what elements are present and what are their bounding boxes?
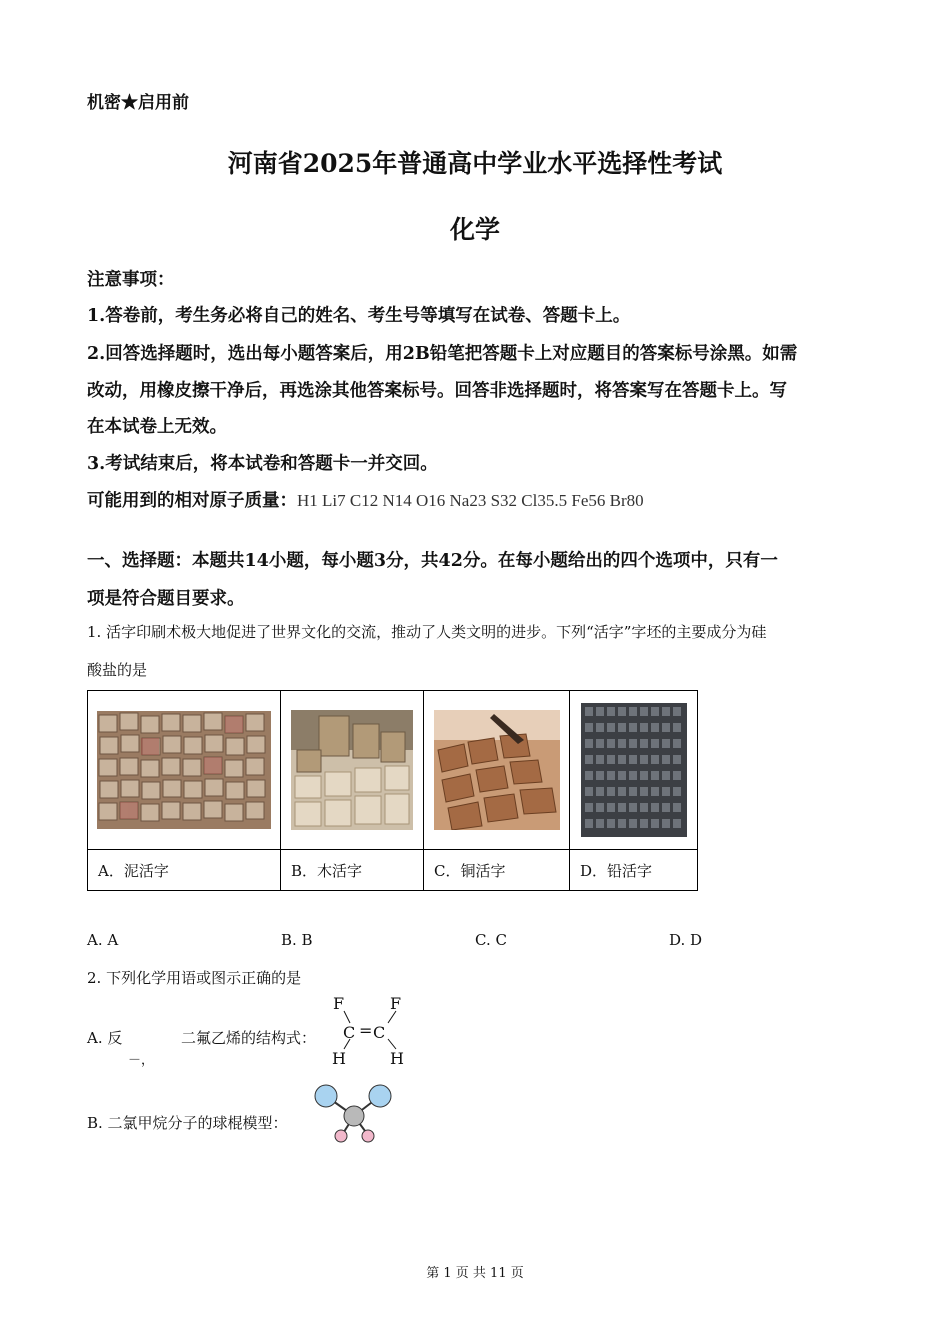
difluoroethene-structure bbox=[326, 992, 416, 1072]
dichloromethane-ball-stick-model bbox=[308, 1078, 398, 1148]
subject-title: 化学 bbox=[449, 215, 500, 244]
section-heading-line-1: 一、选择题：本题共14小题，每小题3分，共42分。在每小题给出的四个选项中，只有一 bbox=[87, 551, 778, 571]
option-a-image-cell bbox=[88, 691, 281, 850]
question-1-line-1: 1. 活字印刷术极大地促进了世界文化的交流，推动了人类文明的进步。下列“活字”字坯的主要成分为硅 bbox=[87, 623, 767, 641]
option-c-label: C．铜活字 bbox=[424, 850, 570, 891]
chlorine-ball-2 bbox=[369, 1085, 391, 1107]
hydrogen-ball-2 bbox=[362, 1130, 374, 1142]
notice-item-3: 3.考试结束后，将本试卷和答题卡一并交回。 bbox=[87, 454, 438, 474]
option-a-label: A．泥活字 bbox=[88, 850, 281, 891]
option-b-label: B．木活字 bbox=[281, 850, 424, 891]
chlorine-ball-1 bbox=[315, 1085, 337, 1107]
notice-heading: 注意事项： bbox=[87, 270, 175, 290]
carbon-ball bbox=[344, 1106, 364, 1126]
question-2-option-a-prefix: A. 反 bbox=[87, 1029, 123, 1047]
question-2-option-b-text: B. 二氯甲烷分子的球棍模型： bbox=[87, 1114, 288, 1132]
page-footer: 第 1 页 共 11 页 bbox=[426, 1266, 524, 1281]
notice-item-1: 1.答卷前，考生务必将自己的姓名、考生号等填写在试卷、答题卡上。 bbox=[87, 306, 631, 326]
choice-a: A. A bbox=[87, 931, 119, 949]
notice-item-2-line-1: 2.回答选择题时，选出每小题答案后，用2B铅笔把答题卡上对应题目的答案标号涂黑。如需 bbox=[87, 344, 798, 364]
atom-f-right: F bbox=[390, 994, 402, 1013]
option-d-label: D．铅活字 bbox=[570, 850, 698, 891]
option-d-image-cell bbox=[570, 691, 698, 850]
atom-h-left: H bbox=[332, 1049, 346, 1068]
double-bond: = bbox=[359, 1021, 373, 1040]
atomic-mass-label: 可能用到的相对原子质量： bbox=[87, 491, 297, 511]
clay-type-photo-icon bbox=[97, 711, 271, 829]
exam-title: 河南省2025年普通高中学业水平选择性考试 bbox=[227, 149, 723, 178]
question-2-option-a-text: 二氟乙烯的结构式： bbox=[181, 1029, 317, 1047]
notice-item-2-line-2: 改动，用橡皮擦干净后，再选涂其他答案标号。回答非选择题时，将答案写在答题卡上。写 bbox=[87, 381, 787, 401]
copper-type-photo-icon bbox=[434, 710, 560, 830]
atom-c-left: C bbox=[343, 1023, 356, 1042]
hydrogen-ball-1 bbox=[335, 1130, 347, 1142]
option-b-image-cell bbox=[281, 691, 424, 850]
wood-type-photo-icon bbox=[291, 710, 413, 830]
atomic-mass-values: H1 Li7 C12 N14 O16 Na23 S32 Cl35.5 Fe56 Br80 bbox=[297, 491, 644, 510]
atom-c-right: C bbox=[373, 1023, 386, 1042]
question-1-line-2: 酸盐的是 bbox=[87, 661, 148, 679]
choice-d: D. D bbox=[669, 931, 703, 949]
question-2-option-a-suffix: －， bbox=[128, 1053, 155, 1068]
atom-f-left: F bbox=[333, 994, 345, 1013]
atom-h-right: H bbox=[390, 1049, 404, 1068]
choice-b: B. B bbox=[281, 931, 313, 949]
confidential-mark: 机密★启用前 bbox=[87, 93, 189, 113]
question-1-option-table bbox=[87, 690, 698, 891]
atomic-mass-line bbox=[87, 487, 644, 512]
notice-item-2-line-3: 在本试卷上无效。 bbox=[87, 417, 227, 437]
section-heading-line-2: 项是符合题目要求。 bbox=[87, 589, 245, 609]
question-2-stem: 2. 下列化学用语或图示正确的是 bbox=[87, 969, 302, 987]
choice-c: C. C bbox=[475, 931, 507, 949]
option-c-image-cell bbox=[424, 691, 570, 850]
lead-type-photo-icon bbox=[581, 703, 687, 837]
